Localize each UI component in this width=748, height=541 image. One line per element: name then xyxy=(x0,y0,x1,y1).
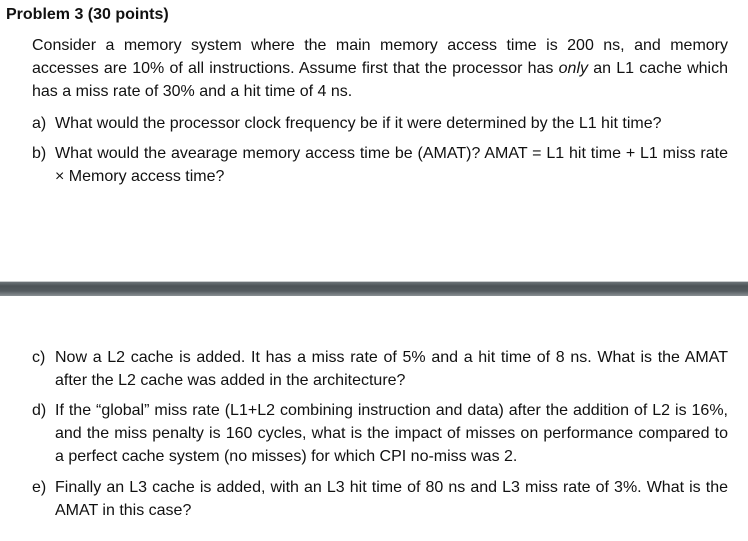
question-letter: d) xyxy=(32,402,47,419)
question-letter: e) xyxy=(32,479,47,496)
question-d xyxy=(32,399,728,468)
question-letter: b) xyxy=(32,145,47,162)
question-text: Now a L2 cache is added. It has a miss rate of 5% and a hit time of 8 ns. What is the AMAT after the L2 cache was added in the architecture? xyxy=(55,349,728,389)
intro-text-start: Consider a memory system where the main memory access time is 200 ns, and memory accesses are 10% of all instructions. Assume first that the processor has xyxy=(32,37,728,77)
question-letter: a) xyxy=(32,115,47,132)
question-e xyxy=(32,476,728,522)
question-a xyxy=(32,112,728,135)
question-text: What would the processor clock frequency be if it were determined by the L1 hit time? xyxy=(55,115,662,132)
question-text: If the “global” miss rate (L1+L2 combining instruction and data) after the addition of L2 is 16%, and the miss penalty is 160 cycles, what is the impact of misses on performance compared to a perfect cache system (no misses) for which CPI no-miss was 2. xyxy=(55,402,728,465)
problem-heading: Problem 3 (30 points) xyxy=(6,6,169,23)
question-text: Finally an L3 cache is added, with an L3 hit time of 80 ns and L3 miss rate of 3%. What is the AMAT in this case? xyxy=(55,479,728,519)
problem-intro xyxy=(32,34,728,103)
question-letter: c) xyxy=(32,349,46,366)
page-divider xyxy=(0,282,748,296)
intro-text-end: an L1 cache which has a miss rate of 30% and a hit time of 4 ns. xyxy=(32,60,728,100)
question-b xyxy=(32,142,728,188)
question-text: What would the avearage memory access time be (AMAT)? AMAT = L1 hit time + L1 miss rate × Memory access time? xyxy=(55,145,728,185)
intro-emphasis: only xyxy=(558,60,588,77)
question-c xyxy=(32,346,728,392)
